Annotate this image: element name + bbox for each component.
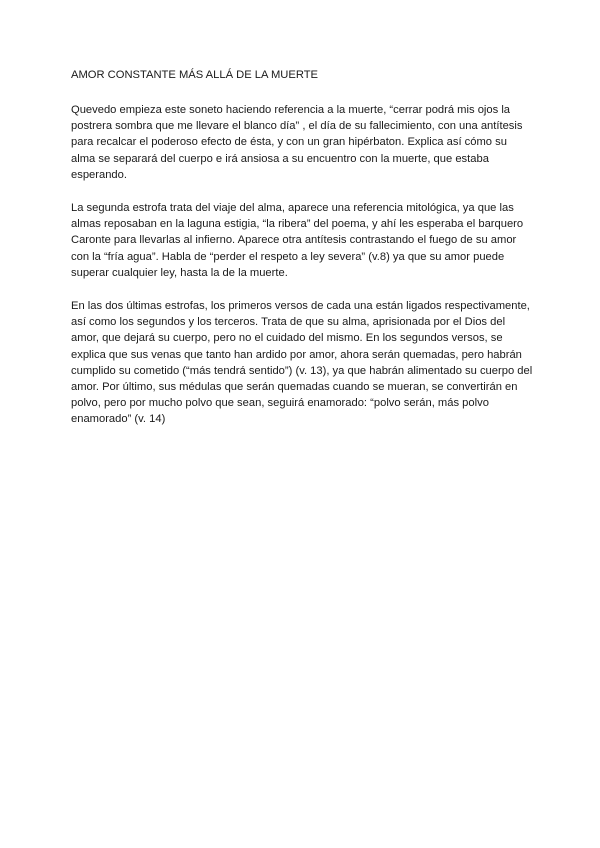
document-title: AMOR CONSTANTE MÁS ALLÁ DE LA MUERTE xyxy=(71,69,319,81)
document-page xyxy=(71,68,533,445)
paragraph-final-stanzas: En las dos últimas estrofas, los primeros versos de cada una están ligados respectivamente, así como los segundos y los terceros. Trata de que su alma, aprisionada por el Dios del amor, que dejará su cuerpo, pero no el cuidado del mismo. En los segundos versos, se explica que sus venas que tanto han ardido por amor, ahora serán quemadas, pero habrán cumplido su cometido (“más tendrá sentido”) (v. 13), ya que habrán alimentado su cuerpo del amor. Por último, sus médulas que serán quemadas cuando se mueran, se convertirán en polvo, pero por mucho polvo que sean, seguirá enamorado: “polvo serán, más polvo enamorado” (v. 14) xyxy=(71,300,533,426)
paragraph-intro: Quevedo empieza este soneto haciendo referencia a la muerte, “cerrar podrá mis ojos la postrera sombra que me llevare el blanco día” , el día de su fallecimiento, con una antítesis para recalcar el poderoso efecto de ésta, y con un gran hipérbaton. Explica así cómo su alma se separará del cuerpo e irá ansiosa a su encuentro con la muerte, que estaba esperando. xyxy=(71,104,523,181)
paragraph-second-stanza: La segunda estrofa trata del viaje del alma, aparece una referencia mitológica, ya que las almas reposaban en la laguna estigia, “la ribera” del poema, y ahí les esperaba el barquero Caronte para llevarlas al infierno. Aparece otra antítesis contrastando el fuego de su amor con la “fría agua”. Habla de “perder el respeto a ley severa” (v.8) ya que su amor puede superar cualquier ley, hasta la de la muerte. xyxy=(71,202,524,279)
